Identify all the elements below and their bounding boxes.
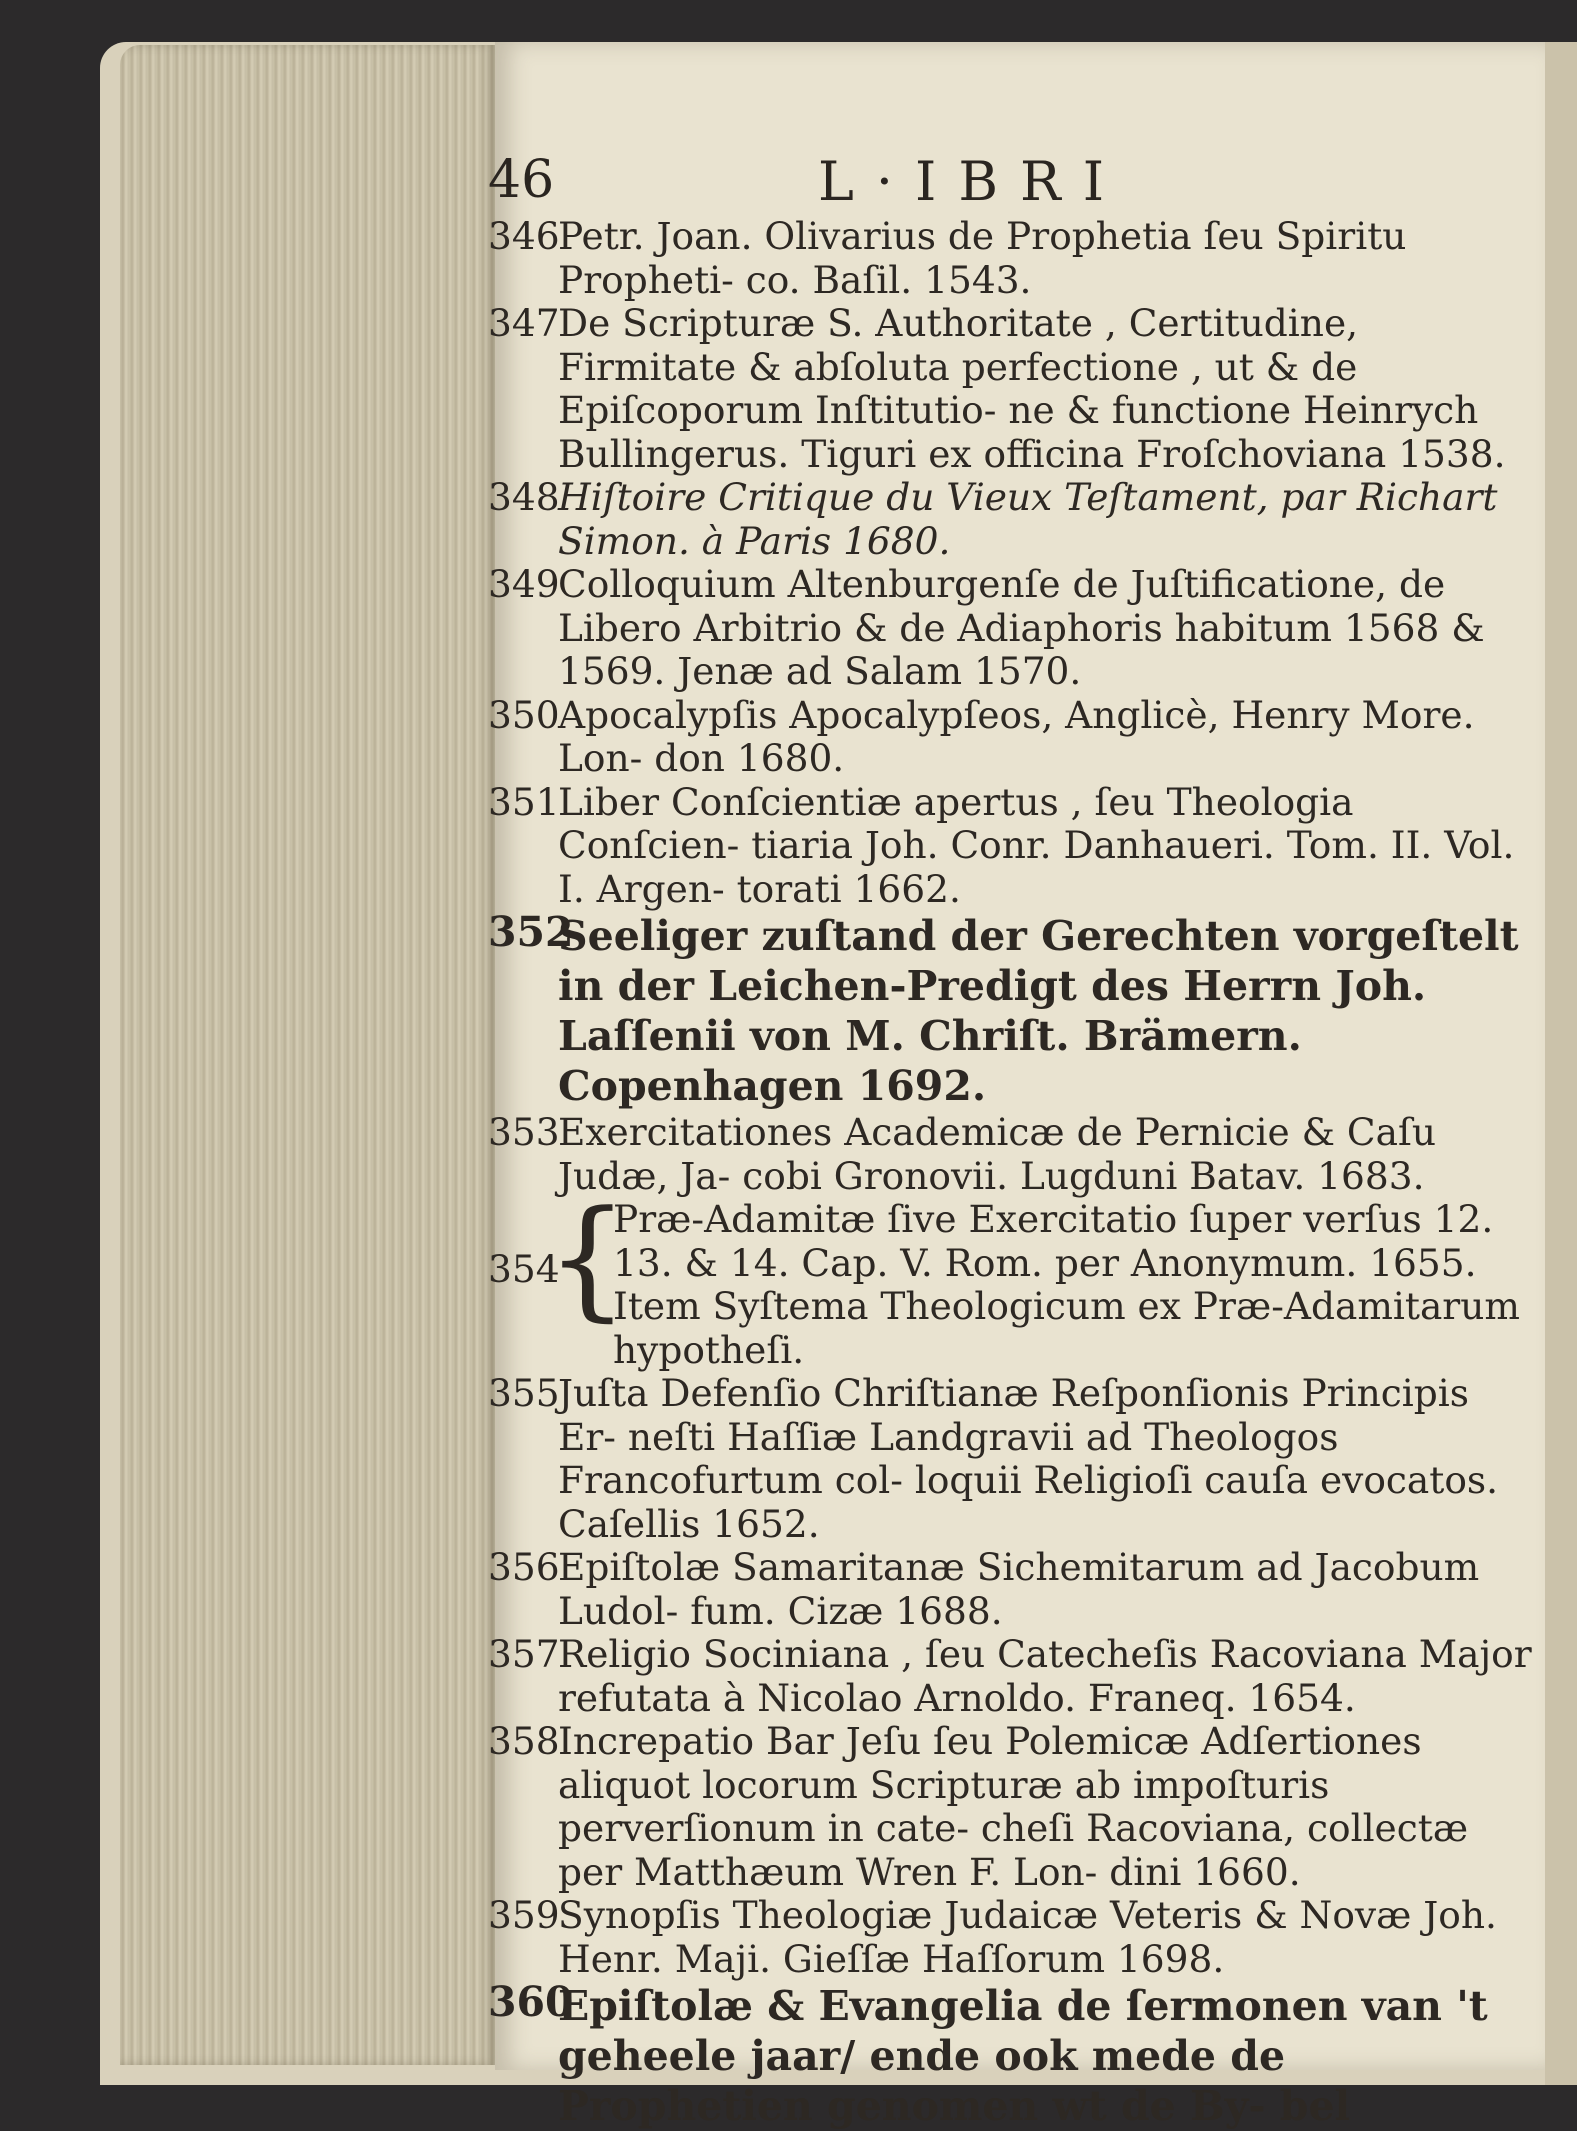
- entry-title: Colloquium Altenburgenſe de Juſtificatione, de Libero Arbitrio & de Adiaphoris habitum 1568 & 1569. Jenæ ad Salam 1570.: [558, 562, 1485, 693]
- entry-number: 357: [488, 1632, 560, 1676]
- catalogue-entry: [488, 1894, 1533, 1981]
- entry-number: 358: [488, 1719, 560, 1763]
- catalogue-entry: [488, 476, 1533, 563]
- entry-number: 346: [488, 214, 560, 258]
- catalogue-entries: [488, 215, 1533, 2131]
- catalogue-entry: [488, 1111, 1533, 1198]
- catalogue-entry: [488, 781, 1533, 912]
- catalogue-entry: [488, 694, 1533, 781]
- entry-number: 352: [488, 908, 574, 956]
- catalogue-entry: [488, 563, 1533, 694]
- entry-number: 353: [488, 1110, 560, 1154]
- catalogue-entry: [488, 1978, 1533, 2131]
- entry-number: 351: [488, 779, 560, 824]
- entry-number: 354: [488, 1247, 560, 1291]
- entry-number: 356: [488, 1545, 560, 1589]
- catalogue-entry: [488, 1182, 1533, 1372]
- entry-number: 360: [488, 1978, 574, 2026]
- entry-title: Synopſis Theologiæ Judaicæ Veteris & Novæ Joh. Henr. Maji. Gieſſæ Haſſorum 1698.: [558, 1893, 1497, 1981]
- entry-subtitle: Item Syſtema Theologicum ex Præ-Adamitarum hypotheſi.: [613, 1284, 1520, 1372]
- entry-title: Juſta Defenſio Chriſtianæ Reſponſionis Principis Er- neſti Haſſiæ Landgravii ad Theologos Francofurtum col- loquii Religioſi cauſa evocatos. Caſellis 1652.: [558, 1371, 1499, 1546]
- catalogue-entry: [488, 302, 1533, 476]
- catalogue-entry: [488, 1546, 1533, 1633]
- entry-number: 350: [488, 692, 560, 737]
- entry-title: Increpatio Bar Jeſu ſeu Polemicæ Adſertiones aliquot locorum Scripturæ ab impoſturis perverſionum in cate- cheſi Racoviana, collectæ per Matthæum Wren F. Lon- dini 1660.: [558, 1719, 1469, 1894]
- entry-title: De Scripturæ S. Authoritate , Certitudine, Firmitate & abſoluta perfectione , ut & de Epiſcoporum Inſtitutio- ne & functione Heinrych Bullingerus. Tiguri ex officina Froſchoviana 1538.: [558, 301, 1506, 476]
- entry-title: Petr. Joan. Olivarius de Prophetia ſeu Spiritu Propheti- co. Baſil. 1543.: [558, 214, 1407, 302]
- running-title: L·IBRI: [818, 150, 1127, 213]
- entry-number: 349: [488, 562, 560, 606]
- entry-number: 359: [488, 1893, 560, 1937]
- entry-number: 347: [488, 301, 560, 345]
- entry-title: Apocalypſis Apocalypſeos, Anglicè, Henry More. Lon- don 1680.: [558, 692, 1475, 780]
- entry-title: Exercitationes Academicæ de Pernicie & Caſu Judæ, Ja- cobi Gronovii. Lugduni Batav. 1683.: [558, 1110, 1436, 1198]
- page-number: 46: [488, 150, 555, 210]
- entry-number: 348: [488, 475, 560, 519]
- entry-number: 355: [488, 1371, 560, 1415]
- catalogue-entry: [488, 1633, 1533, 1720]
- entry-title: Liber Conſcientiæ apertus , ſeu Theologia Conſcien- tiaria Joh. Conr. Danhaueri. Tom. II. Vol. I. Argen- torati 1662.: [558, 779, 1515, 911]
- catalogue-entry: [488, 1720, 1533, 1894]
- entry-title: Epiſtolæ & Evangelia de ſermonen van 't geheele jaar/ ende ook mede de Prophetien genomen wt de By- bel: [558, 1982, 1488, 2130]
- page-block-edge: [120, 45, 495, 2065]
- catalogue-entry: [488, 1372, 1533, 1546]
- entry-title: Epiſtolæ Samaritanæ Sichemitarum ad Jacobum Ludol- fum. Cizæ 1688.: [558, 1545, 1480, 1633]
- facing-page-edge: [1545, 42, 1577, 2085]
- curly-brace-icon: {: [546, 1182, 629, 1334]
- entry-title: Religio Sociniana , ſeu Catecheſis Racoviana Major refutata à Nicolao Arnoldo. Franeq. 1654.: [558, 1632, 1532, 1720]
- page-header: [488, 150, 1548, 213]
- catalogue-entry: [488, 908, 1533, 1111]
- entry-subtitle: Præ-Adamitæ ſive Exercitatio ſuper verſus 12. 13. & 14. Cap. V. Rom. per Anonymum. 1655.: [613, 1197, 1494, 1285]
- entry-title: Seeliger zuſtand der Gerechten vorgeſtelt in der Leichen-Predigt des Herrn Joh. Laſſenii von M. Chriſt. Brämern. Copenhagen 1692.: [558, 912, 1519, 1110]
- entry-title: Hiſtoire Critique du Vieux Teſtament, par Richart Simon. à Paris 1680.: [558, 475, 1498, 563]
- catalogue-entry: [488, 215, 1533, 302]
